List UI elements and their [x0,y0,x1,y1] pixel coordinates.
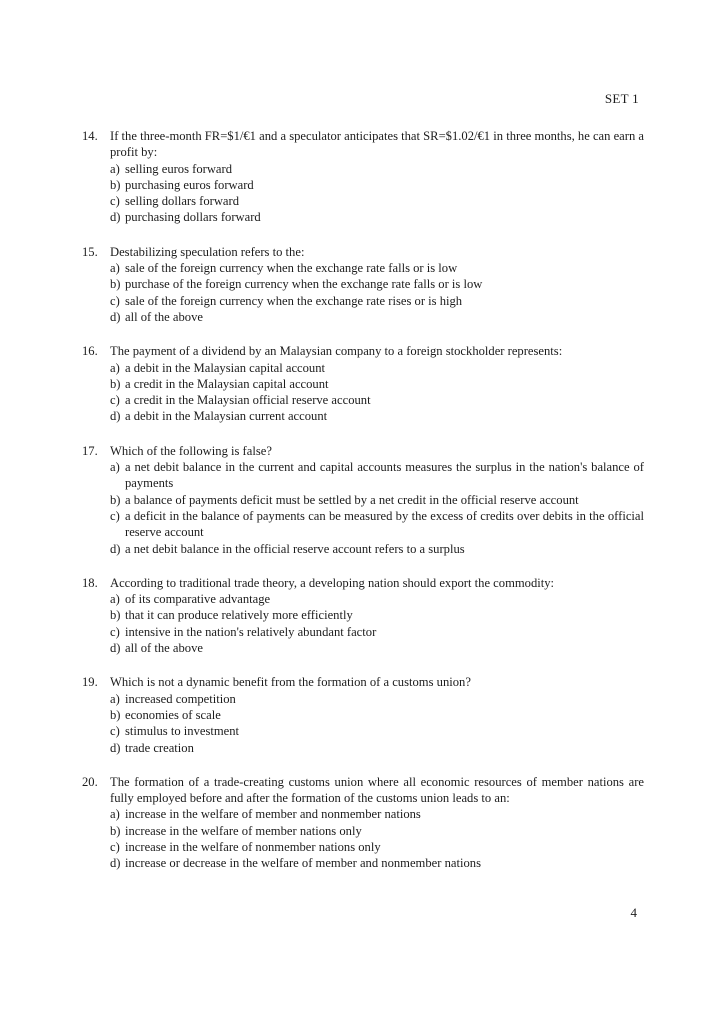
question-text: The formation of a trade-creating customs union where all economic resources of member nations are fully employed before and after the formation of the customs union leads to an: [110,774,644,806]
option-text: a credit in the Malaysian official reserve account [125,393,371,408]
option-d [110,541,644,557]
option-a [110,806,644,822]
option-b [110,492,644,508]
question-text: If the three-month FR=$1/€1 and a speculator anticipates that SR=$1.02/€1 in three months, he can earn a profit by: [110,129,644,160]
option-text: selling dollars forward [125,194,240,209]
option-text: all of the above [125,641,203,656]
option-d [110,640,644,656]
option-d [110,855,644,871]
option-b [110,823,644,839]
set-label: SET 1 [604,91,639,106]
option-letter: b) [110,823,121,838]
option-text: a net debit balance in the official reserve account refers to a surplus [125,541,465,556]
option-letter: b) [110,492,121,507]
option-text: of its comparative advantage [125,592,271,607]
option-text: increase in the welfare of member and nonmember nations [125,807,421,822]
option-text: economies of scale [125,707,221,722]
option-letter: b) [110,177,121,192]
question-list [82,128,644,890]
option-list [110,260,644,325]
option-list [110,459,644,557]
option-letter: d) [110,740,121,755]
option-letter: c) [110,839,120,854]
option-letter: d) [110,541,121,556]
option-letter: c) [110,194,120,209]
option-a [110,161,644,177]
option-letter: a) [110,807,120,822]
question-15 [82,244,644,325]
option-text: increase or decrease in the welfare of member and nonmember nations [125,856,481,871]
question-number: 14. [82,129,98,143]
option-d [110,309,644,325]
page-number: 4 [630,905,637,920]
option-text: intensive in the nation's relatively abundant factor [125,624,377,639]
option-letter: b) [110,277,121,292]
option-a [110,360,644,376]
option-letter: d) [110,856,121,871]
option-letter: c) [110,724,120,739]
question-number: 16. [82,344,98,359]
option-a [110,459,644,492]
option-letter: b) [110,376,121,391]
option-text: increase in the welfare of member nations only [125,823,362,838]
option-b [110,607,644,623]
option-letter: d) [110,409,121,424]
option-text: selling euros forward [125,161,233,176]
option-c [110,193,644,209]
option-d [110,408,644,424]
option-c [110,624,644,640]
option-b [110,276,644,292]
option-list [110,360,644,425]
question-text: Which of the following is false? [110,443,272,458]
option-letter: c) [110,393,120,408]
option-text: purchase of the foreign currency when the exchange rate falls or is low [125,277,483,292]
option-letter: c) [110,293,120,308]
option-letter: a) [110,161,120,176]
option-letter: a) [110,261,120,276]
option-text: a debit in the Malaysian capital account [125,360,326,375]
option-text: a net debit balance in the current and capital accounts measures the surplus in the nation's balance of payments [125,460,644,491]
option-letter: d) [110,641,121,656]
option-letter: c) [110,624,120,639]
option-text: a balance of payments deficit must be settled by a net credit in the official reserve account [125,492,579,507]
option-letter: a) [110,691,120,706]
option-b [110,707,644,723]
option-letter: a) [110,360,120,375]
option-list [110,161,644,226]
question-text: Which is not a dynamic benefit from the formation of a customs union? [110,675,471,690]
question-16 [82,343,644,424]
option-text: all of the above [125,309,203,324]
option-text: sale of the foreign currency when the exchange rate rises or is high [125,293,463,308]
option-d [110,740,644,756]
option-list [110,591,644,656]
option-a [110,260,644,276]
question-20 [82,774,644,872]
option-text: purchasing dollars forward [125,210,261,225]
option-text: increase in the welfare of nonmember nations only [125,839,381,854]
question-number: 20. [82,774,98,789]
option-c [110,839,644,855]
option-text: purchasing euros forward [125,177,254,192]
option-text: that it can produce relatively more efficiently [125,608,353,623]
option-d [110,209,644,225]
option-c [110,723,644,739]
question-14 [82,128,644,226]
option-a [110,591,644,607]
option-letter: b) [110,608,121,623]
question-text: Destabilizing speculation refers to the: [110,244,305,259]
option-c [110,508,644,541]
option-b [110,376,644,392]
option-text: increased competition [125,691,236,706]
option-letter: a) [110,460,120,475]
option-text: stimulus to investment [125,724,240,739]
option-list [110,691,644,756]
option-letter: b) [110,707,121,722]
option-text: a debit in the Malaysian current account [125,409,328,424]
question-number: 15. [82,244,98,259]
question-17 [82,443,644,557]
option-b [110,177,644,193]
option-letter: c) [110,508,120,523]
question-number: 17. [82,443,98,458]
option-a [110,691,644,707]
question-18 [82,575,644,656]
option-c [110,293,644,309]
option-letter: d) [110,210,121,225]
question-19 [82,674,644,755]
option-text: trade creation [125,740,194,755]
question-text: The payment of a dividend by an Malaysian company to a foreign stockholder represents: [110,344,563,359]
question-number: 19. [82,675,98,690]
option-letter: a) [110,592,120,607]
option-text: sale of the foreign currency when the exchange rate falls or is low [125,261,458,276]
option-text: a deficit in the balance of payments can be measured by the excess of credits over debits in the official reserve account [125,508,644,540]
option-text: a credit in the Malaysian capital account [125,376,329,391]
option-c [110,392,644,408]
question-text: According to traditional trade theory, a developing nation should export the commodity: [110,575,555,590]
question-number: 18. [82,575,98,590]
option-letter: d) [110,309,121,324]
option-list [110,806,644,871]
